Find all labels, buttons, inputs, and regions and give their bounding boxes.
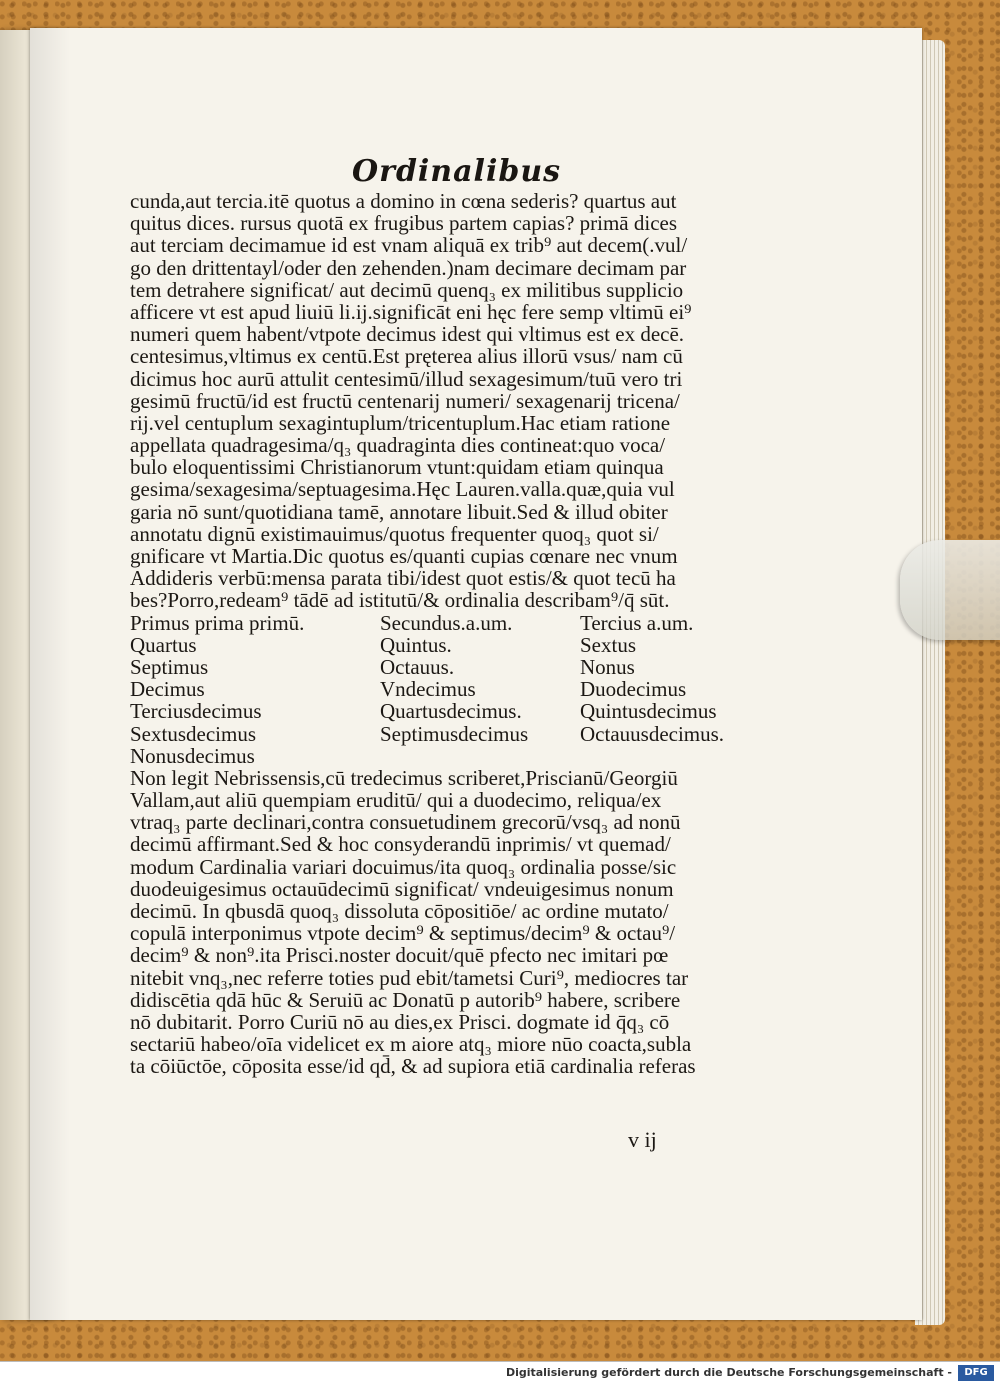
- text-line: Vallam,aut aliū quempiam eruditū/ qui a duodecimo, reliqua/ex: [130, 788, 662, 813]
- text-line: annotatu dignū existimauimus/quotus frequenter quoq₃ quot si/: [130, 521, 659, 546]
- dfg-logo: DFG: [958, 1365, 994, 1381]
- ordinal-cell: Duodecimus: [580, 677, 687, 702]
- text-line: didiscētia qdā hūc & Seruiū ac Donatū p autorib⁹ habere, scribere: [130, 987, 681, 1012]
- ordinal-cell: Sextusdecimus: [130, 721, 256, 746]
- main-text: [130, 190, 770, 1078]
- ordinal-table: [130, 612, 770, 767]
- ordinal-cell: Quartusdecimus.: [380, 699, 522, 724]
- text-line: appellata quadragesima/q₃ quadraginta dies contineat:quo voca/: [130, 433, 666, 458]
- text-line: numeri quem habent/vtpote decimus idest qui vltimus est ex decē.: [130, 322, 685, 347]
- text-line: sectariū habeo/oīa videlicet ex m aiore atq₃ miore nūo coacta,subla: [130, 1032, 692, 1057]
- ordinal-cell: Decimus: [130, 677, 205, 702]
- ordinal-cell: Sextus: [580, 632, 637, 657]
- ordinal-cell: Terciusdecimus: [130, 699, 262, 724]
- text-line: decimū. In qbusdā quoq₃ dissoluta cōpositiōe/ ac ordine mutato/: [130, 899, 669, 923]
- ordinal-cell: Quartus: [130, 632, 197, 657]
- ordinal-cell: Nonusdecimus: [130, 743, 255, 768]
- text-paragraph-bottom: [130, 767, 770, 1078]
- ordinal-row: [130, 634, 770, 656]
- ordinal-row: [130, 612, 770, 634]
- text-line: nō dubitarit. Porro Curiū nō au dies,ex Prisci. dogmate id q̄q₃ cō: [130, 1009, 670, 1034]
- text-line: modum Cardinalia variari docuimus/ita quoq₃ ordinalia posse/sic: [130, 854, 677, 879]
- ordinal-cell: Quintus.: [380, 632, 452, 657]
- text-line: Non legit Nebrissensis,cū tredecimus scriberet,Priscianū/Georgiū: [130, 765, 678, 790]
- text-line: afficere vt est apud liuiū li.ij.significāt eni hęc fere semp vltimū ei⁹: [130, 299, 692, 324]
- ordinal-cell: Septimusdecimus: [380, 721, 529, 746]
- text-line: gesimū fructū/id est fructū centenarij numeri/ sexagenarij tricena/: [130, 388, 680, 413]
- text-line: gesima/sexagesima/septuagesima.Hęc Lauren.valla.quæ,quia vul: [130, 477, 675, 502]
- text-line: copulā interponimus vtpote decim⁹ & septimus/decim⁹ & octau⁹/: [130, 921, 676, 946]
- text-line: ta cōiūctōe, cōposita esse/id qd̄, & ad supiora etiā cardinalia referas: [130, 1054, 696, 1079]
- text-line: aut terciam decimamue id est vnam aliquā ex trib⁹ aut decem(.vul/: [130, 233, 688, 258]
- text-line: bes?Porro,redeam⁹ tādē ad istitutū/& ordinalia describam⁹/q̄ sūt.: [130, 588, 670, 613]
- ordinal-cell: Vndecimus: [380, 677, 476, 702]
- funding-credit: Digitalisierung gefördert durch die Deutsche Forschungsgemeinschaft -: [505, 1366, 952, 1379]
- ordinal-cell: Octauus.: [380, 654, 455, 679]
- ordinal-row: [130, 745, 770, 767]
- ordinal-cell: Secundus.a.um.: [380, 610, 513, 635]
- text-line: centesimus,vltimus ex centū.Est pręterea alius illorū vsus/ nam cū: [130, 344, 683, 369]
- text-line: duodeuigesimus octauūdecimū significat/ vndeuigesimus nonum: [130, 876, 674, 901]
- page-heading: Ordinalibus: [352, 154, 562, 189]
- ordinal-cell: Primus prima primū.: [130, 610, 305, 635]
- ordinal-cell: Octauusdecimus.: [580, 721, 725, 746]
- footer-bar: [0, 1361, 1000, 1385]
- text-line: dicimus hoc aurū attulit centesimū/illud sexagesimum/tuū vero tri: [130, 366, 683, 391]
- folio-number: v ij: [628, 1127, 657, 1152]
- text-line: tem detrahere significat/ aut decimū quenq₃ ex militibus supplicio: [130, 277, 684, 302]
- text-line: bulo eloquentissimi Christianorum vtunt:quidam etiam quinqua: [130, 455, 664, 480]
- text-line: Addideris verbū:mensa parata tibi/idest quot estis/& quot tecū ha: [130, 566, 676, 591]
- bookmark-tab: [900, 540, 1000, 640]
- text-line: go den drittentayl/oder den zehenden.)nam decimare decimam par: [130, 255, 687, 280]
- ordinal-row: [130, 678, 770, 700]
- ordinal-row: [130, 723, 770, 745]
- ordinal-row: [130, 656, 770, 678]
- ordinal-cell: Nonus: [580, 654, 635, 679]
- text-line: quitus dices. rursus quotā ex frugibus partem capias? primā dices: [130, 211, 678, 236]
- ordinal-cell: Quintusdecimus: [580, 699, 717, 724]
- text-paragraph-top: [130, 190, 770, 612]
- text-line: vtraq₃ parte declinari,contra consuetudinem grecorū/vsq₃ ad nonū: [130, 810, 681, 835]
- text-line: rij.vel centuplum sexagintuplum/tricentuplum.Hac etiam ratione: [130, 410, 671, 435]
- ordinal-row: [130, 700, 770, 722]
- text-line: cunda,aut tercia.itē quotus a domino in cœna sederis? quartus aut: [130, 189, 677, 213]
- ordinal-cell: Septimus: [130, 654, 209, 679]
- text-line: garia nō sunt/quotidiana tamē, annotare libuit.Sed & illud obiter: [130, 499, 668, 524]
- text-line: nitebit vnq₃,nec referre toties pud ebit/tametsi Curi⁹, mediocres tar: [130, 965, 689, 990]
- text-line: decimū affirmant.Sed & hoc consyderandū inprimis/ vt quemad/: [130, 832, 671, 857]
- ordinal-cell: Tercius a.um.: [580, 610, 694, 635]
- text-line: gnificare vt Martia.Dic quotus es/quanti cupias cœnare nec vnum: [130, 544, 678, 568]
- text-line: decim⁹ & non⁹.ita Prisci.noster docuit/quē pfecto nec imitari pœ: [130, 943, 669, 968]
